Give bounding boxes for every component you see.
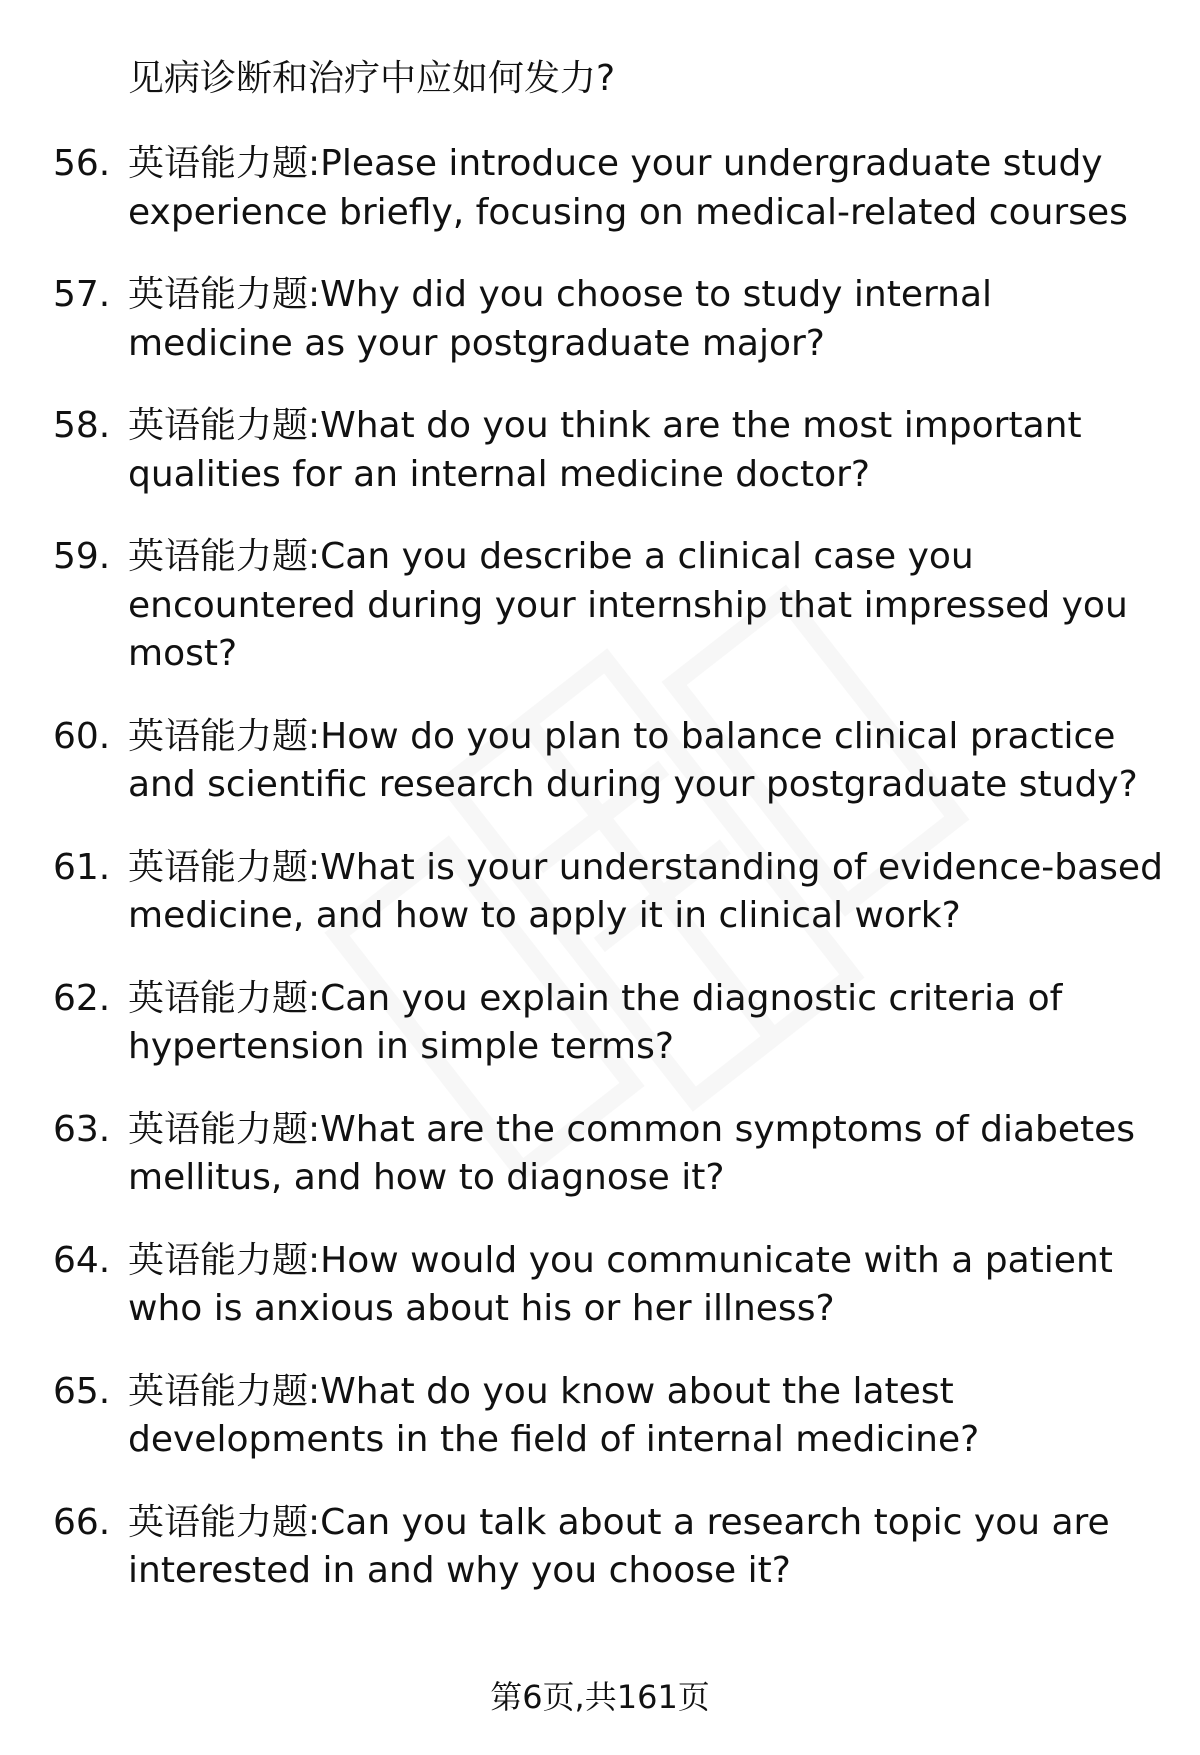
- question-list: [0, 140, 1200, 1630]
- question-item: [0, 1499, 1168, 1596]
- question-item: [0, 533, 1168, 679]
- question-item: [0, 1106, 1168, 1203]
- question-number: 65.: [53, 1370, 111, 1412]
- continuation-text: 见病诊断和治疗中应如何发力?: [128, 58, 616, 99]
- page-number-label: 第6页,共161页: [490, 1678, 710, 1716]
- question-item: [0, 844, 1168, 941]
- question-category: 英语能力题:: [128, 274, 321, 315]
- question-category: 英语能力题:: [128, 536, 321, 577]
- question-item: [0, 402, 1168, 499]
- question-item: [0, 271, 1168, 368]
- question-text: What are the common symptoms of diabetes mellitus, and how to diagnose it?: [128, 1108, 1136, 1198]
- question-text: How do you plan to balance clinical practice and scientific research during your postgraduate study?: [128, 715, 1138, 805]
- question-text: Can you describe a clinical case you encountered during your internship that impressed you most?: [128, 536, 1128, 674]
- question-number: 57.: [53, 274, 111, 315]
- question-text: Can you explain the diagnostic criteria of hypertension in simple terms?: [128, 977, 1063, 1067]
- question-number: 61.: [53, 846, 111, 888]
- question-text: What is your understanding of evidence-based medicine, and how to apply it in clinical work?: [128, 846, 1163, 936]
- question-category: 英语能力题:: [128, 1108, 321, 1150]
- question-item: [0, 975, 1168, 1072]
- question-category: 英语能力题:: [128, 715, 321, 757]
- question-number: 66.: [53, 1501, 111, 1543]
- question-number: 56.: [53, 143, 111, 184]
- question-item: [0, 713, 1168, 810]
- question-number: 63.: [53, 1108, 111, 1150]
- question-category: 英语能力题:: [128, 143, 321, 184]
- question-number: 58.: [53, 405, 111, 446]
- question-text: Why did you choose to study internal medicine as your postgraduate major?: [128, 274, 993, 364]
- question-number: 60.: [53, 715, 111, 757]
- question-category: 英语能力题:: [128, 977, 321, 1019]
- question-category: 英语能力题:: [128, 1501, 321, 1543]
- question-text: Please introduce your undergraduate study experience briefly, focusing on medical-related courses: [128, 143, 1128, 233]
- question-number: 59.: [53, 536, 111, 577]
- question-category: 英语能力题:: [128, 1370, 321, 1412]
- question-number: 64.: [53, 1239, 111, 1281]
- question-text: Can you talk about a research topic you are interested in and why you choose it?: [128, 1501, 1110, 1591]
- question-text: How would you communicate with a patient who is anxious about his or her illness?: [128, 1239, 1113, 1329]
- question-category: 英语能力题:: [128, 846, 321, 888]
- question-text: What do you know about the latest developments in the field of internal medicine?: [128, 1370, 980, 1460]
- question-item: [0, 140, 1168, 237]
- question-category: 英语能力题:: [128, 1239, 321, 1281]
- question-number: 62.: [53, 977, 111, 1019]
- question-item: [0, 1368, 1168, 1465]
- question-text: What do you think are the most important qualities for an internal medicine doctor?: [128, 405, 1082, 495]
- page-footer: [0, 1677, 1200, 1717]
- question-item: [0, 1237, 1168, 1334]
- question-category: 英语能力题:: [128, 405, 321, 446]
